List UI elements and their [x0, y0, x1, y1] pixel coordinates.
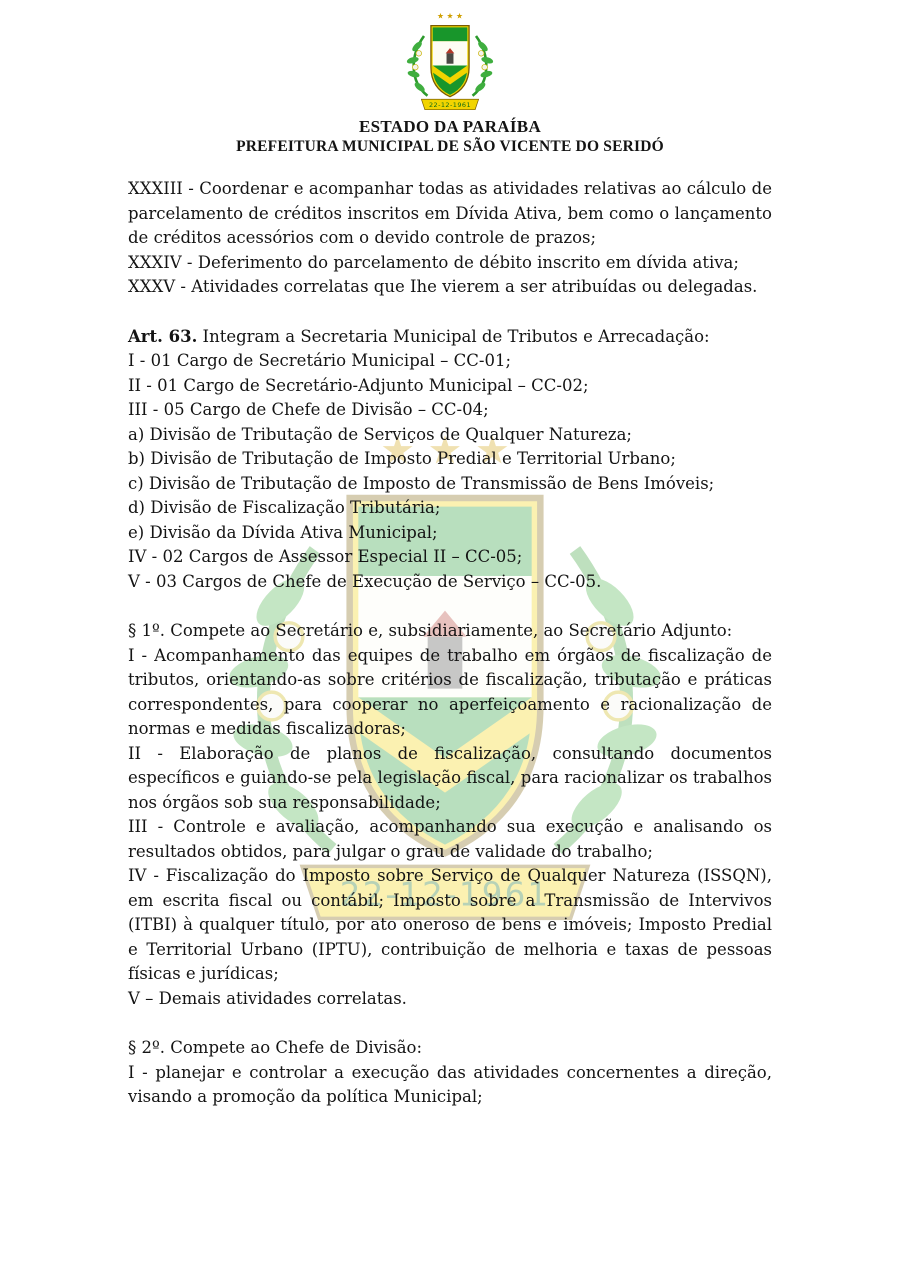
clause-xxxv: XXXV - Atividades correlatas que Ihe vierem a ser atribuídas ou delegadas.	[128, 277, 758, 296]
art63-subitem-d: d) Divisão de Fiscalização Tributária;	[128, 498, 441, 517]
clause-xxxiii: XXXIII - Coordenar e acompanhar todas as atividades relativas ao cálculo de parcelamento de créditos inscritos em Dívida Ativa, bem como o lançamento de créditos acessórios com o devido controle de prazos;	[128, 179, 772, 247]
p2-item-i: I - planejar e controlar a execução das atividades concernentes a direção, visando a promoção da política Municipal;	[128, 1062, 772, 1106]
art63-item-iv: IV - 02 Cargos de Assessor Especial II – CC-05;	[128, 547, 523, 566]
p1-item-ii: II - Elaboração de planos de fiscalização, consultando documentos específicos e guiando-se pela legislação fiscal, para racionalizar os trabalhos nos órgãos sob sua responsabilidade;	[128, 743, 772, 812]
p1-item-iii: III - Controle e avaliação, acompanhando sua execução e analisando os resultados obtidos, para julgar o grau de validade do trabalho;	[128, 817, 772, 861]
art63-subitem-b: b) Divisão de Tributação de Imposto Predial e Territorial Urbano;	[128, 449, 676, 468]
article-63-text: Integram a Secretaria Municipal de Tributos e Arrecadação:	[197, 326, 710, 346]
clause-xxxiv: XXXIV - Deferimento do parcelamento de débito inscrito em dívida ativa;	[128, 252, 739, 272]
art63-subitem-a: a) Divisão de Tributação de Serviços de Qualquer Natureza;	[128, 424, 632, 444]
municipal-coat-of-arms-icon	[398, 10, 502, 114]
paragraph-2-heading: § 2º. Compete ao Chefe de Divisão:	[128, 1038, 423, 1057]
art63-subitem-e: e) Divisão da Dívida Ativa Municipal;	[128, 522, 438, 542]
letterhead	[0, 0, 900, 156]
p1-item-v: V – Demais atividades correlatas.	[128, 988, 407, 1008]
art63-subitem-c: c) Divisão de Tributação de Imposto de Transmissão de Bens Imóveis;	[128, 473, 715, 493]
art63-item-v: V - 03 Cargos de Chefe de Execução de Serviço – CC-05.	[128, 571, 602, 591]
article-63-number: Art. 63.	[128, 326, 198, 346]
document-body	[0, 156, 900, 1110]
art63-item-i: I - 01 Cargo de Secretário Municipal – CC-01;	[128, 351, 511, 370]
art63-item-ii: II - 01 Cargo de Secretário-Adjunto Municipal – CC-02;	[128, 375, 589, 395]
art63-item-iii: III - 05 Cargo de Chefe de Divisão – CC-04;	[128, 400, 489, 419]
municipality-title: PREFEITURA MUNICIPAL DE SÃO VICENTE DO SERIDÓ	[236, 138, 664, 155]
p1-item-iv: IV - Fiscalização do Imposto sobre Serviço de Qualquer Natureza (ISSQN), em escrita fiscal ou contábil; Imposto sobre a Transmissão de Intervivos (ITBI) à qualquer título, por ato oneroso de bens e imóveis; Imposto Predial e Territorial Urbano (IPTU), contribuição de melhoria e taxas de pessoas físicas e jurídicas;	[128, 866, 772, 983]
paragraph-1-heading: § 1º. Compete ao Secretário e, subsidiariamente, ao Secretário Adjunto:	[128, 621, 733, 640]
article-63	[128, 325, 772, 350]
state-title: ESTADO DA PARAÍBA	[358, 117, 542, 136]
p1-item-i: I - Acompanhamento das equipes de trabalho em órgãos de fiscalização de tributos, orientando-as sobre critérios de fiscalização, tributação e práticas correspondentes, para cooperar no aperfeiçoamento e racionalização de normas e medidas fiscalizadoras;	[128, 645, 772, 738]
